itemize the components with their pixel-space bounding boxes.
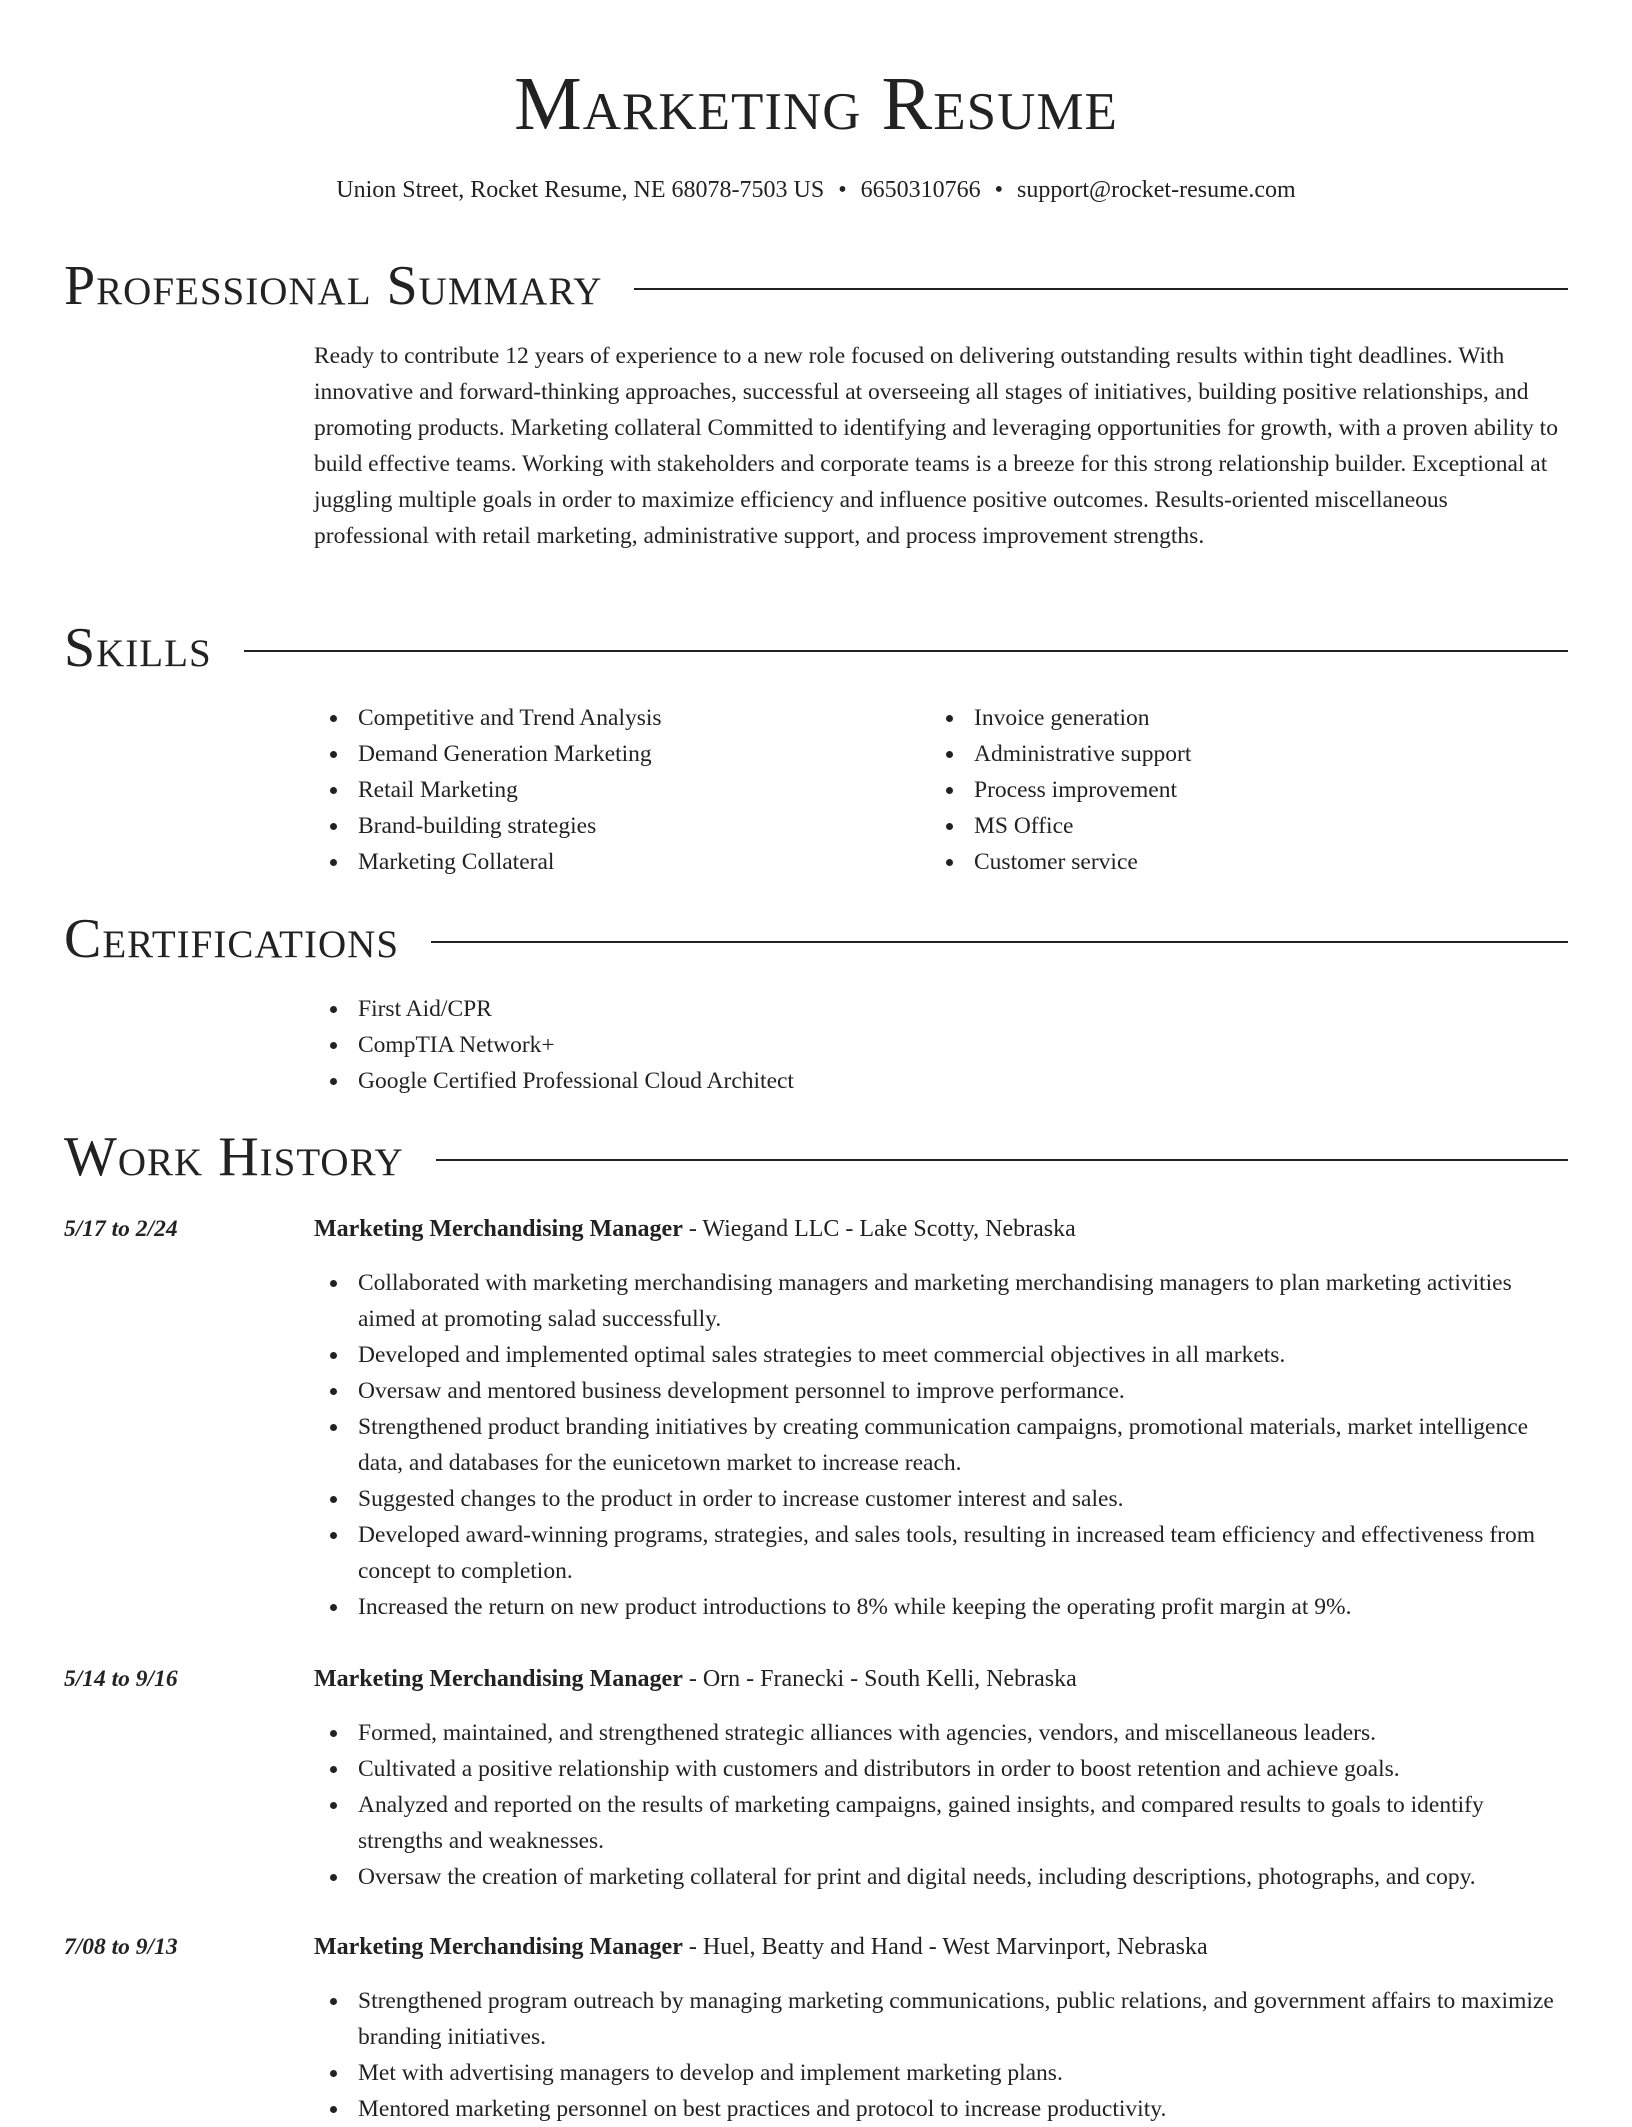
certifications-list bbox=[314, 991, 794, 1099]
skill-item: Demand Generation Marketing bbox=[314, 736, 662, 772]
skill-item: Administrative support bbox=[930, 736, 1191, 772]
job-bullet: Developed and implemented optimal sales strategies to meet commercial objectives in all markets. bbox=[314, 1337, 1568, 1373]
skill-item: MS Office bbox=[930, 808, 1191, 844]
work-history-heading: Work History bbox=[64, 1126, 404, 1188]
job-heading bbox=[314, 1661, 1568, 1697]
job-bullet: Cultivated a positive relationship with customers and distributors in order to boost retention and achieve goals. bbox=[314, 1751, 1568, 1787]
skills-list-left bbox=[314, 700, 662, 880]
skill-item: Competitive and Trend Analysis bbox=[314, 700, 662, 736]
skill-item: Invoice generation bbox=[930, 700, 1191, 736]
job-bullet: Strengthened product branding initiatives by creating communication campaigns, promotional materials, market intelligence data, and databases for the eunicetown market to increase reach. bbox=[314, 1409, 1568, 1481]
job-bullet: Developed award-winning programs, strategies, and sales tools, resulting in increased team efficiency and effectiveness from concept to completion. bbox=[314, 1517, 1568, 1589]
job-heading bbox=[314, 1211, 1568, 1247]
certification-item: First Aid/CPR bbox=[314, 991, 794, 1027]
summary-text: Ready to contribute 12 years of experience to a new role focused on delivering outstanding results within tight deadlines. With innovative and forward-thinking approaches, successful at overseeing all stages of initiatives, building positive relationships, and promoting products. Marketing collateral Committed to identifying and leveraging opportunities for growth, with a proven ability to build effective teams. Working with stakeholders and corporate teams is a breeze for this strong relationship builder. Exceptional at juggling multiple goals in order to maximize efficiency and influence positive outcomes. Results-oriented miscellaneous professional with retail marketing, administrative support, and process improvement strengths. bbox=[314, 343, 1558, 549]
section-divider bbox=[436, 1159, 1568, 1161]
summary-heading: Professional Summary bbox=[64, 255, 603, 317]
skill-item: Marketing Collateral bbox=[314, 844, 662, 880]
section-divider bbox=[244, 650, 1568, 652]
job-bullet: Mentored marketing personnel on best practices and protocol to increase productivity. bbox=[314, 2091, 1568, 2127]
phone: 6650310766 bbox=[860, 177, 981, 203]
summary-section-header bbox=[64, 254, 1568, 318]
job-bullet: Increased the return on new product introductions to 8% while keeping the operating profit margin at 9%. bbox=[314, 1589, 1568, 1625]
certifications-section-header bbox=[64, 907, 1568, 971]
resume-title: Marketing Resume bbox=[514, 62, 1118, 146]
address: Union Street, Rocket Resume, NE 68078-7503 US bbox=[336, 177, 825, 203]
job-bullet: Met with advertising managers to develop and implement marketing plans. bbox=[314, 2055, 1568, 2091]
work-history-section-header bbox=[64, 1125, 1568, 1189]
job-bullet: Analyzed and reported on the results of marketing campaigns, gained insights, and compared results to goals to identify strengths and weaknesses. bbox=[314, 1787, 1568, 1859]
job-title: Marketing Merchandising Manager bbox=[314, 1934, 683, 1960]
skills-section-header bbox=[64, 616, 1568, 680]
job-bullet: Strengthened program outreach by managing marketing communications, public relations, and government affairs to maximize branding initiatives. bbox=[314, 1983, 1568, 2055]
contact-line bbox=[0, 174, 1632, 206]
job-title: Marketing Merchandising Manager bbox=[314, 1216, 683, 1242]
job-bullet: Oversaw and mentored business development personnel to improve performance. bbox=[314, 1373, 1568, 1409]
job-bullet: Formed, maintained, and strengthened strategic alliances with agencies, vendors, and miscellaneous leaders. bbox=[314, 1715, 1568, 1751]
email: support@rocket-resume.com bbox=[1017, 177, 1296, 203]
job-bullets bbox=[314, 1265, 1568, 1625]
contact-separator: • bbox=[994, 177, 1004, 203]
skills-list-right bbox=[930, 700, 1191, 880]
job-bullets bbox=[314, 1715, 1568, 1895]
skills-heading: Skills bbox=[64, 617, 212, 679]
section-divider bbox=[634, 288, 1568, 290]
job-dates: 5/17 to 2/24 bbox=[64, 1216, 178, 1242]
job-dates: 5/14 to 9/16 bbox=[64, 1666, 178, 1692]
job-heading bbox=[314, 1929, 1568, 1965]
section-divider bbox=[431, 941, 1568, 943]
job-employer: - Orn - Franecki - South Kelli, Nebraska bbox=[682, 1666, 1077, 1692]
job-title: Marketing Merchandising Manager bbox=[314, 1666, 683, 1692]
skill-item: Process improvement bbox=[930, 772, 1191, 808]
skill-item: Retail Marketing bbox=[314, 772, 662, 808]
skill-item: Customer service bbox=[930, 844, 1191, 880]
job-dates: 7/08 to 9/13 bbox=[64, 1934, 178, 1960]
job-employer: - Huel, Beatty and Hand - West Marvinport, Nebraska bbox=[682, 1934, 1208, 1960]
job-bullet: Collaborated with marketing merchandising managers and marketing merchandising managers to plan marketing activities aimed at promoting salad successfully. bbox=[314, 1265, 1568, 1337]
job-bullet: Suggested changes to the product in order to increase customer interest and sales. bbox=[314, 1481, 1568, 1517]
certification-item: CompTIA Network+ bbox=[314, 1027, 794, 1063]
job-bullet: Oversaw the creation of marketing collateral for print and digital needs, including descriptions, photographs, and copy. bbox=[314, 1859, 1568, 1895]
certifications-heading: Certifications bbox=[64, 908, 400, 970]
certification-item: Google Certified Professional Cloud Architect bbox=[314, 1063, 794, 1099]
skill-item: Brand-building strategies bbox=[314, 808, 662, 844]
job-bullets bbox=[314, 1983, 1568, 2127]
job-employer: - Wiegand LLC - Lake Scotty, Nebraska bbox=[682, 1216, 1076, 1242]
contact-separator: • bbox=[838, 177, 847, 203]
